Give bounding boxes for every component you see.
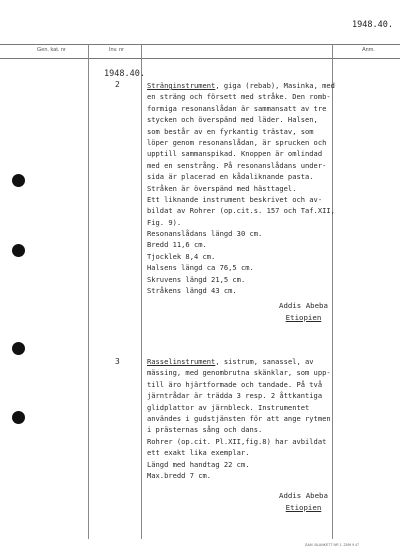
punch-hole — [12, 174, 25, 187]
origin-country: Etiopien — [285, 313, 322, 322]
entry-description — [147, 80, 335, 296]
entry-line: som består av en fyrkantig trästav, som — [147, 126, 314, 136]
entry-line: stycken och överspänd med läder. Halsen, — [147, 115, 318, 125]
entry-line: löper genom resonanslådan, är sprucken och — [147, 137, 327, 147]
entry-line: upptill sammanspikad. Knoppen är omlindad — [147, 149, 323, 159]
entry-line: användes i gudstjänsten för att ange rytmen — [147, 413, 331, 423]
entry-line: Rohrer (op.cit. Pl.XII,fig.8) har avbildat — [147, 436, 327, 446]
entry-title: Stränginstrument — [147, 81, 216, 90]
column-header-anm: Anm. — [362, 47, 375, 53]
entry-origin — [279, 300, 328, 324]
entry-line: med en senstrång. På resonanslådans under- — [147, 160, 327, 170]
entry-line: Bredd 11,6 cm. — [147, 240, 207, 250]
entry-line: glidplattor av järnbleck. Instrumentet — [147, 402, 310, 412]
inventory-number: 3 — [115, 357, 120, 366]
origin-city: Addis Abeba — [279, 301, 328, 310]
entry-line: i prästernas sång och dans. — [147, 425, 263, 435]
entry-line: Ett liknande instrument beskrivet och av- — [147, 194, 323, 204]
punch-hole — [12, 411, 25, 424]
entry-line: Fig. 9). — [147, 217, 182, 227]
form-footer: SAM. BLANKETT NR 1. 2399 9 47 — [305, 543, 360, 547]
punch-hole — [12, 342, 25, 355]
entry-line: Halsens längd ca 76,5 cm. — [147, 263, 254, 273]
entry-line: en sträng och försett med stråke. Den romb- — [147, 92, 331, 102]
header-top-rule — [0, 44, 400, 45]
entry-title: Rasselinstrument — [147, 357, 216, 366]
entry-line: Resonanslådans längd 30 cm. — [147, 229, 263, 239]
column-divider-inv — [141, 44, 142, 539]
column-header-gen: Gen. kat. nr — [37, 47, 66, 53]
origin-city: Addis Abeba — [279, 491, 328, 500]
entry-first-line: Rasselinstrument, sistrum, sanassel, av — [147, 357, 314, 366]
entry-line: Stråken är överspänd med hästtagel. — [147, 183, 297, 193]
entry-line: bildat av Rohrer (op.cit.s. 157 och Taf.XII, — [147, 206, 335, 216]
column-header-inv: Inv. nr — [109, 47, 124, 53]
entry-origin — [279, 490, 328, 514]
inventory-number: 2 — [115, 80, 120, 89]
header-bottom-rule — [0, 58, 400, 59]
entry-line: mässing, med genombrutna skänklar, som upp- — [147, 368, 331, 378]
punch-hole — [12, 244, 25, 257]
entry-line: formiga resonanslådan är sammansatt av tre — [147, 103, 327, 113]
entry-line: sida är placerad en kådaliknande pasta. — [147, 172, 314, 182]
entry-line: Max.bredd 7 cm. — [147, 470, 212, 480]
entry-line: Skruvens längd 21,5 cm. — [147, 274, 246, 284]
entry-description — [147, 356, 331, 481]
entry-year: 1948.40. — [104, 69, 145, 79]
entry-line: ett exakt lika exemplar. — [147, 448, 250, 458]
entry-first-line: Stränginstrument, giga (rebab), Masinka, med — [147, 81, 335, 90]
origin-country: Etiopien — [285, 503, 322, 512]
entry-line: järntrådar är trädda 3 resp. 2 åttkantiga — [147, 391, 323, 401]
header-year: 1948.40. — [352, 20, 393, 30]
column-divider-gen — [88, 44, 89, 539]
entry-line: Stråkens längd 43 cm. — [147, 286, 237, 296]
entry-line: Tjocklek 8,4 cm. — [147, 251, 216, 261]
entry-line: Längd med handtag 22 cm. — [147, 459, 250, 469]
entry-line: till äro hjärtformade och tandade. På två — [147, 379, 323, 389]
